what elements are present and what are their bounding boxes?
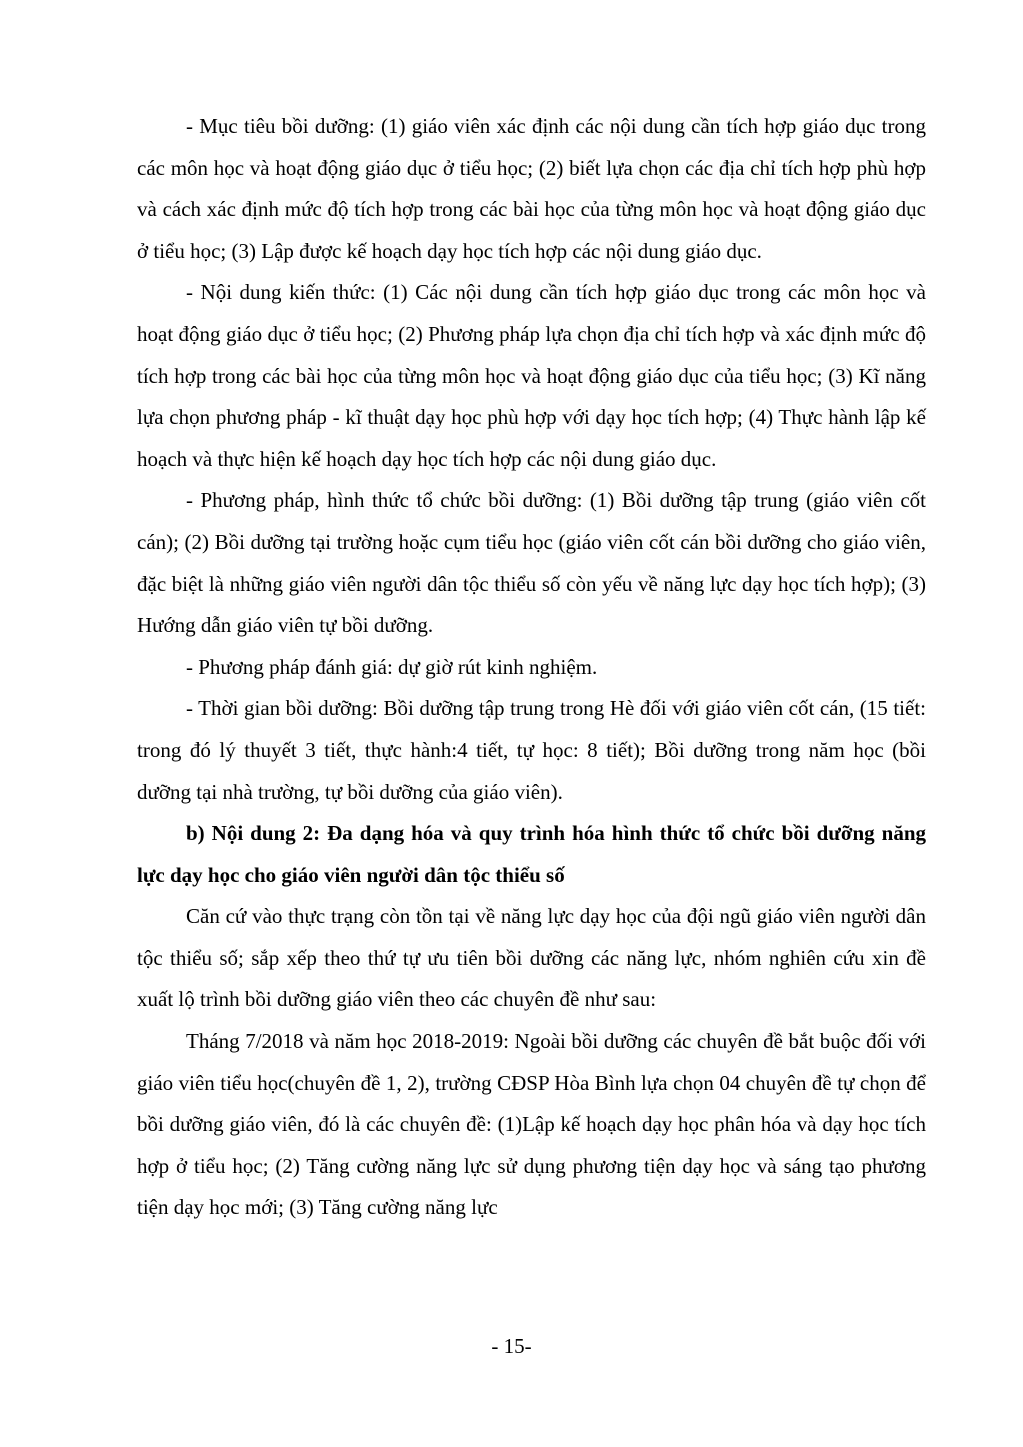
paragraph-knowledge-content: - Nội dung kiến thức: (1) Các nội dung cần tích hợp giáo dục trong các môn học và hoạt động giáo dục ở tiểu học; (2) Phương pháp lựa chọn địa chỉ tích hợp và xác định mức độ tích hợp trong các bài học của từng môn học và hoạt động giáo dục của tiểu học; (3) Kĩ năng lựa chọn phương pháp - kĩ thuật dạy học phù hợp với dạy học tích hợp; (4) Thực hành lập kế hoạch và thực hiện kế hoạch dạy học tích hợp các nội dung giáo dục.: [137, 280, 926, 471]
paragraph-roadmap-2018: Tháng 7/2018 và năm học 2018-2019: Ngoài bồi dưỡng các chuyên đề bắt buộc đối với giáo viên tiểu học(chuyên đề 1, 2), trường CĐSP Hòa Bình lựa chọn 04 chuyên đề tự chọn để bồi dưỡng giáo viên, đó là các chuyên đề: (1)Lập kế hoạch dạy học phân hóa và dạy học tích hợp ở tiểu học; (2) Tăng cường năng lực sử dụng phương tiện dạy học và sáng tạo phương tiện dạy học mới; (3) Tăng cường năng lực: [137, 1029, 926, 1220]
page-number: - 15-: [491, 1334, 532, 1358]
paragraph-training-goals: - Mục tiêu bồi dưỡng: (1) giáo viên xác định các nội dung cần tích hợp giáo dục trong các môn học và hoạt động giáo dục ở tiểu học; (2) biết lựa chọn các địa chỉ tích hợp phù hợp và cách xác định mức độ tích hợp trong các bài học của từng môn học và hoạt động giáo dục ở tiểu học; (3) Lập được kế hoạch dạy học tích hợp các nội dung giáo dục.: [137, 114, 926, 263]
paragraph-training-methods: - Phương pháp, hình thức tổ chức bồi dưỡng: (1) Bồi dưỡng tập trung (giáo viên cốt cán); (2) Bồi dưỡng tại trường hoặc cụm tiểu học (giáo viên cốt cán bồi dưỡng cho giáo viên, đặc biệt là những giáo viên người dân tộc thiểu số còn yếu về năng lực dạy học tích hợp); (3) Hướng dẫn giáo viên tự bồi dưỡng.: [137, 488, 926, 638]
paragraph-training-time: - Thời gian bồi dưỡng: Bồi dưỡng tập trung trong Hè đối với giáo viên cốt cán, (15 tiết: trong đó lý thuyết 3 tiết, thực hành:4 tiết, tự học: 8 tiết); Bồi dưỡng trong năm học (bồi dưỡng tại nhà trường, tự bồi dưỡng của giáo viên).: [137, 696, 926, 804]
document-body: [137, 106, 926, 1229]
paragraph-evaluation-method: - Phương pháp đánh giá: dự giờ rút kinh nghiệm.: [186, 654, 598, 679]
section-heading-content-2: b) Nội dung 2: Đa dạng hóa và quy trình hóa hình thức tổ chức bồi dưỡng năng lực dạy học cho giáo viên người dân tộc thiểu số: [137, 821, 926, 887]
paragraph-roadmap-intro: Căn cứ vào thực trạng còn tồn tại về năng lực dạy học của đội ngũ giáo viên người dân tộc thiểu số; sắp xếp theo thứ tự ưu tiên bồi dưỡng các năng lực, nhóm nghiên cứu xin đề xuất lộ trình bồi dưỡng giáo viên theo các chuyên đề như sau:: [137, 904, 926, 1012]
